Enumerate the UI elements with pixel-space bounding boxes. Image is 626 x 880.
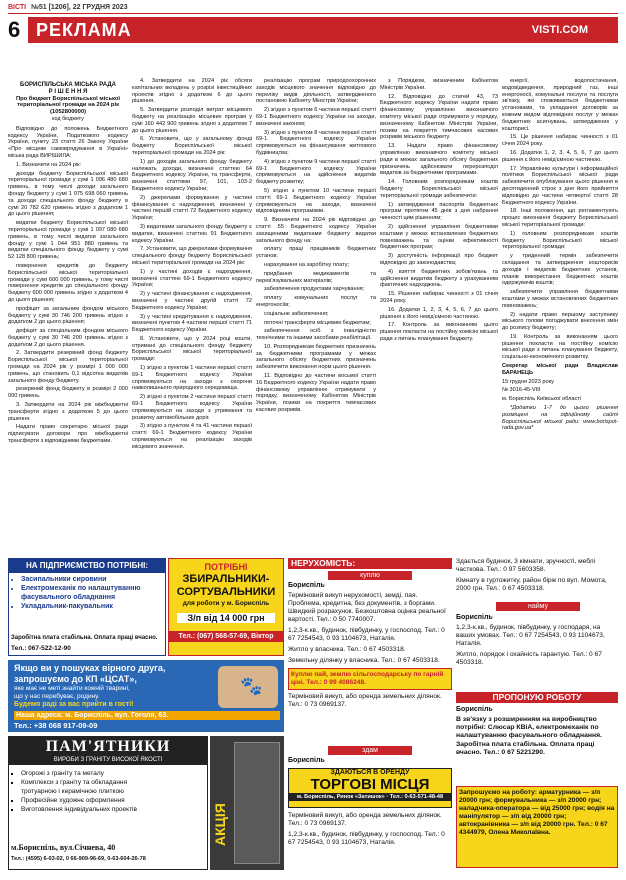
paw-icon: 🐾 [240, 676, 263, 696]
ad-line: ЗБИРАЛЬНИКИ- [182, 573, 270, 585]
buy-subheader: куплю [328, 571, 412, 580]
city-label: Бориспіль [456, 614, 493, 621]
article-col-2 [132, 78, 252, 548]
paragraph: 9. Визначити на 2024 рік відповідно до статті 55 Бюджетного кодексу України захищеними видатками бюджету видатки загального фонду на: [256, 217, 376, 244]
paragraph: 11. Відповідно до частини восьмої статті 16 Бюджетного кодексу України надати право фінансовому управлінню отримувати у порядку, визначеному Кабінетом Міністрів України, позики на покриття тимчасових касових розривів. [256, 373, 376, 414]
article-subject: Про бюджет Бориспільської міської територіальної громади на 2024 рік (1052800000) [15, 95, 121, 116]
paragraph: 3) згідно з пунктом 8 частини першої статті 69-1 Бюджетного кодексу України спрямовуються на фінансування житлового будівництва; [256, 129, 376, 156]
paragraph: профіцит за загальним фондом міського бюджету у сумі 30 746 200 гривень згідно з додатком 2 до цього рішення; [8, 305, 128, 326]
paragraph: 2) джерелами формування у частині фінансування є надходження, визначені у частині першій статті 72 Бюджетного кодексу України; [132, 194, 252, 222]
ad-line: що у нас перебуває, родину. [14, 693, 100, 700]
list-item: ▪ Комплекси з граніту та обкладання тротуарною і керамічною плиткою [21, 778, 151, 796]
site-url[interactable]: VISTI.COM [531, 24, 588, 36]
paragraph: 1) згідно з пунктом 1 частини першої статті 69-1 Бюджетного кодексу України спрямовуються на заходи з охорони навколишнього природного середовища. [132, 365, 252, 392]
classified-ad: Терміновий викуп, або оренда земельних ділянок. Тел.: 0 73 0969137. [288, 693, 442, 708]
ad-line: запрошуємо до КП «ЦСАТ», [14, 674, 137, 684]
classified-ad: Терміновий викуп, або оренда земельних ділянок. Тел.: 0 73 0969137. [288, 812, 442, 827]
annex-note: *Додатки 1-7 до цього рішення розміщені на офіційному сайті Бориспільської міської ради: www.borispol-rada.gov.ua* [502, 405, 618, 432]
paragraph: 13. Надати право фінансовому управлінню виконавчого комітету міської ради в межах загального обсягу бюджетних призначень здійснювати перерозподіл видатків за бюджетними програмами. [380, 143, 498, 177]
ad-phone: Тел.: 067-522-12-90 [11, 645, 71, 652]
paragraph: 16. Додатки 1, 2, 3, 4, 5, 6, 7 до цього рішення є його невід'ємною частиною. [502, 149, 618, 163]
article-col-4 [380, 78, 498, 548]
paragraph: 5. Затвердити розподіл витрат місцевого бюджету на реалізацію місцевих програм у сумі 160 442 900 гривень згідно з додатком 7 до цього рішення. [132, 107, 252, 134]
paragraph: 2) згідно з пунктом 6 частини першої статті 69-1 Бюджетного кодексу України на заходи, визначені законом; [256, 107, 376, 127]
paragraph: поточні трансферти місцевим бюджетам; [264, 319, 371, 326]
list-item: • Електромеханік по налаштуванню фасувального обладнання [21, 584, 161, 602]
paragraph: 15. Рішення набирає чинності з 01 січня 2024 року. [380, 291, 498, 304]
paragraph: оплату праці працівників бюджетних установ; [256, 246, 376, 260]
paragraph: 4. Затвердити на 2024 рік обсяги капітальних вкладень у розрізі інвестиційних проектів згідно з додатком 6 до цього рішення. [132, 78, 252, 105]
classified-list [288, 592, 452, 712]
ad-phone: Тел.: (067) 568-57-69, Віктор [169, 631, 283, 642]
ad-services-list [11, 769, 151, 814]
paragraph: Надати право секретарю міської ради підписувати договори про міжбюджетні трансферти з відповідними бюджетами. [8, 424, 128, 445]
paragraph: 2. Затвердити резервний фонд бюджету Бориспільської міської територіальної громади на 2024 рік у розмірі 1 000 000 гривень, що становить 0,1 відсотка видатків загального фонду бюджету. [8, 350, 128, 384]
ad-title: НА ПІДПРИЄМСТВО ПОТРІБНІ: [9, 559, 165, 573]
promo-image [234, 742, 280, 864]
ad-job-list [11, 575, 161, 611]
classified-list [456, 624, 618, 670]
paragraph: 3) у частині кредитування є надходження, визначені пунктом 4 частини першої статті 71 Бюджетного кодексу України. [132, 313, 252, 334]
classified-ad: 1,2,3-к.кв., будинок, півбудинку, у господаря, на ваших умовах. Тел.: 0 67 7254543, 0 93 1104673, Наталія. [456, 624, 605, 647]
pet-photo [218, 666, 278, 708]
paragraph: 7. Установити, що джерелами формування спеціального фонду бюджету Бориспільської міської територіальної громади на 2024 рік: [132, 246, 252, 266]
paragraph: забезпечення продуктами харчування; [264, 286, 365, 293]
list-item: • Укладальник-пакувальник [21, 602, 161, 611]
rent-subheader: здам [328, 746, 412, 755]
paragraph: 2) згідно з пунктом 2 частини першої статті 69-1 Бюджетного кодексу України спрямовуються на заходи з утримання та розвитку автомобільних доріг. [132, 394, 252, 421]
list-item: ▪ Виготовлення індивідуальних проектів [21, 805, 151, 814]
ad-line: м. Бориспіль, Ринок «Затишок» · Тел.: 0-63-571-48-48 [289, 793, 451, 801]
paragraph: 1) у частині доходів є надходження, визначені статтею 69-1 Бюджетного кодексу України; [132, 268, 252, 289]
paragraph: у триденний термін забезпечити складання та затвердження кошторисів доходів і видатків бюджетних установ, планів використання бюджетних коштів одержувачів коштів; [502, 253, 618, 287]
paragraph: 4) згідно з пунктом 9 частини першої статті 69-1 Бюджетного кодексу України спрямовуються на здійснення видатків бюджету розвитку; [256, 158, 376, 186]
article-budget-code: код бюджету [52, 115, 84, 122]
paragraph: соціальне забезпечення; [264, 310, 329, 317]
classified-ad: Житло, порядок і охайність гарантую. Тел.: 0 67 4503318. [456, 651, 602, 666]
paragraph: повернення кредитів до бюджету Бориспільської міської територіальної громади у сумі 600 000 гривень, у тому числі повернення кредитів до спеціального фонду бюджету 600 000 гривень згідно з додатком 4 до цього рішення; [8, 262, 128, 303]
paragraph: 8. Установити, що у 2024 році кошти, отримані до спеціального фонду бюджету Бориспільської міської територіальної громади: [132, 335, 252, 363]
classified-ad: 1,2,3-к.кв., будинок, півбудинку, у госпоспод. Тел.: 0 67 7254543, 0 93 1104673, Наталія. [288, 627, 445, 642]
paragraph: видатки бюджету Бориспільської міської територіальної громади у сумі 1 097 080 680 гривень, в тому числі видатки загального фонду у сумі 1 044 951 880 гривень та видатки спеціального фонду бюджету у сумі 52 128 800 гривень; [8, 220, 128, 261]
paragraph: 17. Управлінню культури і інформаційної політики Бориспільської міської ради забезпечити опублікування цього рішення в десятиденний строк з дня його прийняття відповідно до частини четвертої статті 28 Бюджетного кодексу України. [502, 165, 618, 206]
ad-line: ЗДАЮТЬСЯ В ОРЕНДУ [330, 769, 410, 776]
budget-decision-article [8, 48, 618, 548]
paragraph: 1. Визначити на 2024 рік: [16, 161, 82, 168]
classified-list [288, 812, 452, 850]
ad-line: ТОРГОВІ МІСЦЯ [310, 776, 430, 793]
page-number: 6 [8, 17, 21, 42]
ad-line: СОРТУВАЛЬНИКИ [176, 586, 276, 598]
classified-ad: Земельну ділянку у власника. Тел.: 0 67 4503318. [288, 657, 440, 664]
paragraph: 6. Установити, що у загальному фонді бюджету Бориспільської міської територіальної громади на 2024 рік: [132, 136, 252, 156]
section-title: РЕКЛАМА VISTI.COM [28, 17, 618, 43]
ad-promo-panel [210, 736, 284, 870]
city-label: Бориспіль [288, 582, 325, 589]
paragraph: 16. Додатки 1, 2, 3, 4, 5, 6, 7 до цього рішення є його невід'ємною частиною. [380, 306, 498, 320]
paragraph: дефіцит за спеціальним фондом міського бюджету у сумі 30 746 200 гривень згідно з додатком 2 до цього рішення. [8, 328, 128, 348]
paragraph: 17. Контроль за виконанням цього рішення покласти на постійну комісію міської ради з питань планування бюджету. [380, 322, 498, 342]
ad-sorters-jobs [168, 558, 284, 656]
ad-address: м.Бориспіль, вул.Січнева, 40 [11, 843, 116, 852]
highlighted-ad: Куплю пай, землю сільгосподарську по гарній ціні. Тел.: 0 99 4086248. [288, 668, 452, 690]
paragraph: забезпечення осіб з інвалідністю технічними та іншими засобами реабілітації. [256, 328, 376, 342]
paragraph: оплату комунальних послуг та енергоносіїв; [256, 295, 376, 308]
paragraph: 19. Контроль за виконанням цього рішення покласти на постійну комісію міської ради з питань планування бюджету, соціально-економічного розвитку. [502, 333, 618, 361]
paragraph: придбання медикаментів та перев'язувальних матеріалів; [256, 270, 376, 284]
classified-ad: Здається будинок, 3 кімнати, зручності, меблі часткова. Тел.: 0 97 5603358. [456, 558, 596, 573]
paragraph: 10. Розпорядникам бюджетних призначень за бюджетними програмами у межах загального обсягу бюджетних призначень забезпечити виконання норм цього рішення. [256, 343, 376, 371]
classified-ad: Житло у власника. Тел.: 0 67 4503318. [288, 646, 406, 653]
classified-ad: 1,2,3-к.кв., будинок, півбудинку, у госпоспод. Тел.: 0 67 7254543, 0 93 1104673, Наталія. [288, 831, 445, 846]
paragraph: резервний фонд бюджету в розмірі 2 000 000 гривень. [8, 386, 128, 400]
paragraph: 1) затвердження паспортів бюджетних програм протягом 45 днів з дня набрання чинності цим рішенням; [380, 201, 498, 222]
paragraph: реалізацію програм природоохоронних заходів місцевого значення відповідно до переліку видів діяльності, затвердженого постановою Кабінету Міністрів України; [256, 78, 376, 105]
paragraph: 3) видатками загального фонду бюджету є видатки, визначені статтею 91 Бюджетного кодексу України. [132, 223, 252, 244]
ad-line: Будемо раді за вас прийти в гості! [14, 701, 134, 708]
decision-number: № 3016-45-VIII [502, 387, 541, 394]
hire-subheader: найму [496, 602, 580, 611]
paragraph: 2) здійснення управління бюджетними коштами у межах встановлених бюджетних повноважень та оцінки ефективності бюджетних програм; [380, 223, 498, 251]
decision-date: 15 грудня 2023 року [502, 378, 554, 385]
paragraph: 1) до доходів загального фонду бюджету належать доходи, визначені статтею 64 Бюджетного кодексу України, та трансферти, визначені статтями 97, 101, 103-2 Бюджетного кодексу України; [132, 158, 252, 192]
paragraph: забезпечити управління бюджетними коштами у межах встановлених бюджетних повноважень; [502, 289, 618, 309]
list-item: ▪ Професійне художнє оформлення [21, 796, 151, 805]
page-header [8, 4, 618, 46]
paragraph: 14. Головним розпорядникам коштів бюджету Бориспільської міської територіальної громади забезпечити: [380, 179, 498, 199]
paragraph: доходи бюджету Бориспільської міської територіальної громади у сумі 1 096 480 680 гривень, в тому числі доходи загального фонду бюджету у сумі 1 075 698 060 гривень та доходи спеціального фонду бюджету в сумі 20 782 620 гривень згідно з додатком 1 до цього рішення; [8, 170, 128, 218]
classifieds-column-1 [288, 558, 452, 872]
ad-address: Наша адреса: м. Бориспіль, вул. Гоголя, 63. [14, 711, 280, 720]
classifieds-column-2 [456, 558, 618, 872]
city-label: Бориспіль [288, 757, 325, 764]
ad-line: Якщо ви у пошуках вірного друга, [14, 663, 166, 673]
paragraph: 18. Інші положення, що регламентують процес виконання бюджету Бориспільської міської територіальної громади: [502, 208, 618, 228]
ad-salary: Заробітна плата стабільна. Оплата праці вчасно. [11, 635, 158, 641]
ad-phone: Тел.: +38 068 917-09-09 [14, 721, 98, 730]
classified-list [456, 558, 618, 596]
paragraph: Відповідно до положень Бюджетного кодексу України, Податкового кодексу України, пункту 23 статті 26 Закону України «Про місцеве самоврядування в Україні» міська рада ВИРІШИЛА: [8, 125, 128, 159]
job-offers-header: ПРОПОНУЮ РОБОТУ [456, 692, 618, 703]
real-estate-header: НЕРУХОМІСТЬ: [288, 558, 452, 569]
ad-line: яке має не меті знайти кожній тварині, [14, 685, 130, 692]
paragraph: 3. Затвердити на 2024 рік міжбюджетні трансферти згідно з додатком 5 до цього рішення. [8, 402, 128, 422]
ad-factory-jobs [8, 558, 166, 656]
ad-subtitle: ВИРОБИ З ГРАНІТУ ВИСОКОЇ ЯКОСТІ [9, 757, 207, 765]
ad-pay: З/п від 14 000 грн [177, 613, 275, 623]
brand-name: ВІСТІ [8, 4, 27, 11]
city-label: Бориспіль [456, 706, 493, 713]
article-col-5 [502, 78, 618, 548]
article-col-1 [8, 48, 128, 548]
article-heading: БОРИСПІЛЬСЬКА МІСЬКА РАДА [20, 82, 116, 88]
issue-info: №51 [1206], 22 ГРУДНЯ 2023 [31, 4, 128, 11]
paragraph: 15. Це рішення набирає чинності з 01 січня 2024 року. [502, 134, 618, 148]
list-item: • Засипальники сировини [21, 575, 161, 584]
decision-place: м. Бориспіль Київської області [502, 396, 582, 403]
job-ad-highlight: Запрошуємо на роботу: арматурника — з/п 20000 грн; формувальника — з/п 20000 грн; наладчика-оператора — від 25000 грн; водія на маніпулятор — з/п від 20000 грн; автокранівника — з/п від 20000 грн. Тел.: 0 67 4344979, Олена Миколаївна. [456, 786, 618, 868]
paragraph: 2) у частині фінансування є надходження, визначені у частині другій статті 72 Бюджетного кодексу України; [132, 291, 252, 311]
signature: Секретар міської ради Владислав БАРАНЕЦЬ [502, 363, 618, 376]
paragraph: 12. Відповідно до статей 43, 73 Бюджетного кодексу України надати право фінансовому управлінню виконавчого комітету міської ради отримувати у порядку, визначеному Кабінетом Міністрів України, позики на покриття тимчасових касових розривів міського бюджету. [380, 93, 498, 141]
paragraph: з Порядком, визначеним Кабінетом Міністрів України. [380, 78, 498, 91]
list-item: ▪ Огорожі з граніту та металу [21, 769, 151, 778]
paragraph: 1) головним розпорядникам коштів бюджету Бориспільської міської територіальної громади: [502, 230, 618, 251]
paragraph: 2) надати право першому заступнику міського голови погоджувати внесення змін до розпису бюджету; [502, 311, 618, 332]
ad-retail-spaces [288, 768, 452, 808]
job-ad: В зв'язку з розширенням на виробництво потрібні: Слюсар КВіА, електромеханік по налаштуванню фасувального обладнання. Заробітна плата стабільна. Оплата праці вчасно. Тел.: 0 67 5221290. [456, 716, 602, 756]
article-col-3 [256, 78, 376, 548]
paragraph: 4) взяття бюджетних зобов'язань та здійснення видатків бюджету з урахуванням фактичних надходжень. [380, 268, 498, 289]
ad-title: ПАМ'ЯТНИКИ [9, 737, 207, 757]
article-decision: Р І Ш Е Н Н Я [48, 88, 88, 95]
paragraph: 3) доступність інформації про бюджет відповідно до законодавства; [380, 253, 498, 266]
promo-vertical-label: АКЦІЯ [212, 803, 228, 846]
ad-animal-shelter [8, 660, 284, 732]
classified-ad: Кімнату в гуртожитку, район бірж по вул. Момота, 2000 грн. Тел.: 0 67 4503318. [456, 577, 607, 592]
ad-line: ПОТРІБНІ [204, 562, 248, 572]
ad-line: для роботи у м. Бориспіль [182, 600, 270, 607]
paragraph: енергії, водопостачання, водовідведення, природний газ, інші енергоносії, комунальні послуги та послуги зв'язку, які споживаються бюджетними установами, та укладання договорів за кожним видом відповідних послуг у межах бюджетних асигнувань, затверджених у кошторисі. [502, 78, 618, 132]
ad-monuments [8, 736, 208, 870]
paragraph: 5) згідно з пунктом 10 частини першої статті 69-1 Бюджетного кодексу України спрямовуються на заходи, визначені відповідними програмами. [256, 187, 376, 215]
paragraph: 3) згідно з пунктом 4 та 41 частини першої статті 69-1 Бюджетного кодексу України спрямовуються на реалізацію заходів місцевого значення. [132, 423, 252, 450]
paragraph: нарахування на заробітну плату; [264, 261, 350, 268]
ad-phone: Тел.: (4595) 6-03-02, 0 66-909-96-69, 0-63-604-26-78 [11, 856, 146, 862]
classified-ad: Терміновий викуп нерухомості, земді, пая. Проблема, кредитна, без документів, з боргами. Швидкий розрахунок. Безкоштовна оцінка реальної вартості. Тел.: 0 50 7740007. [288, 592, 446, 623]
